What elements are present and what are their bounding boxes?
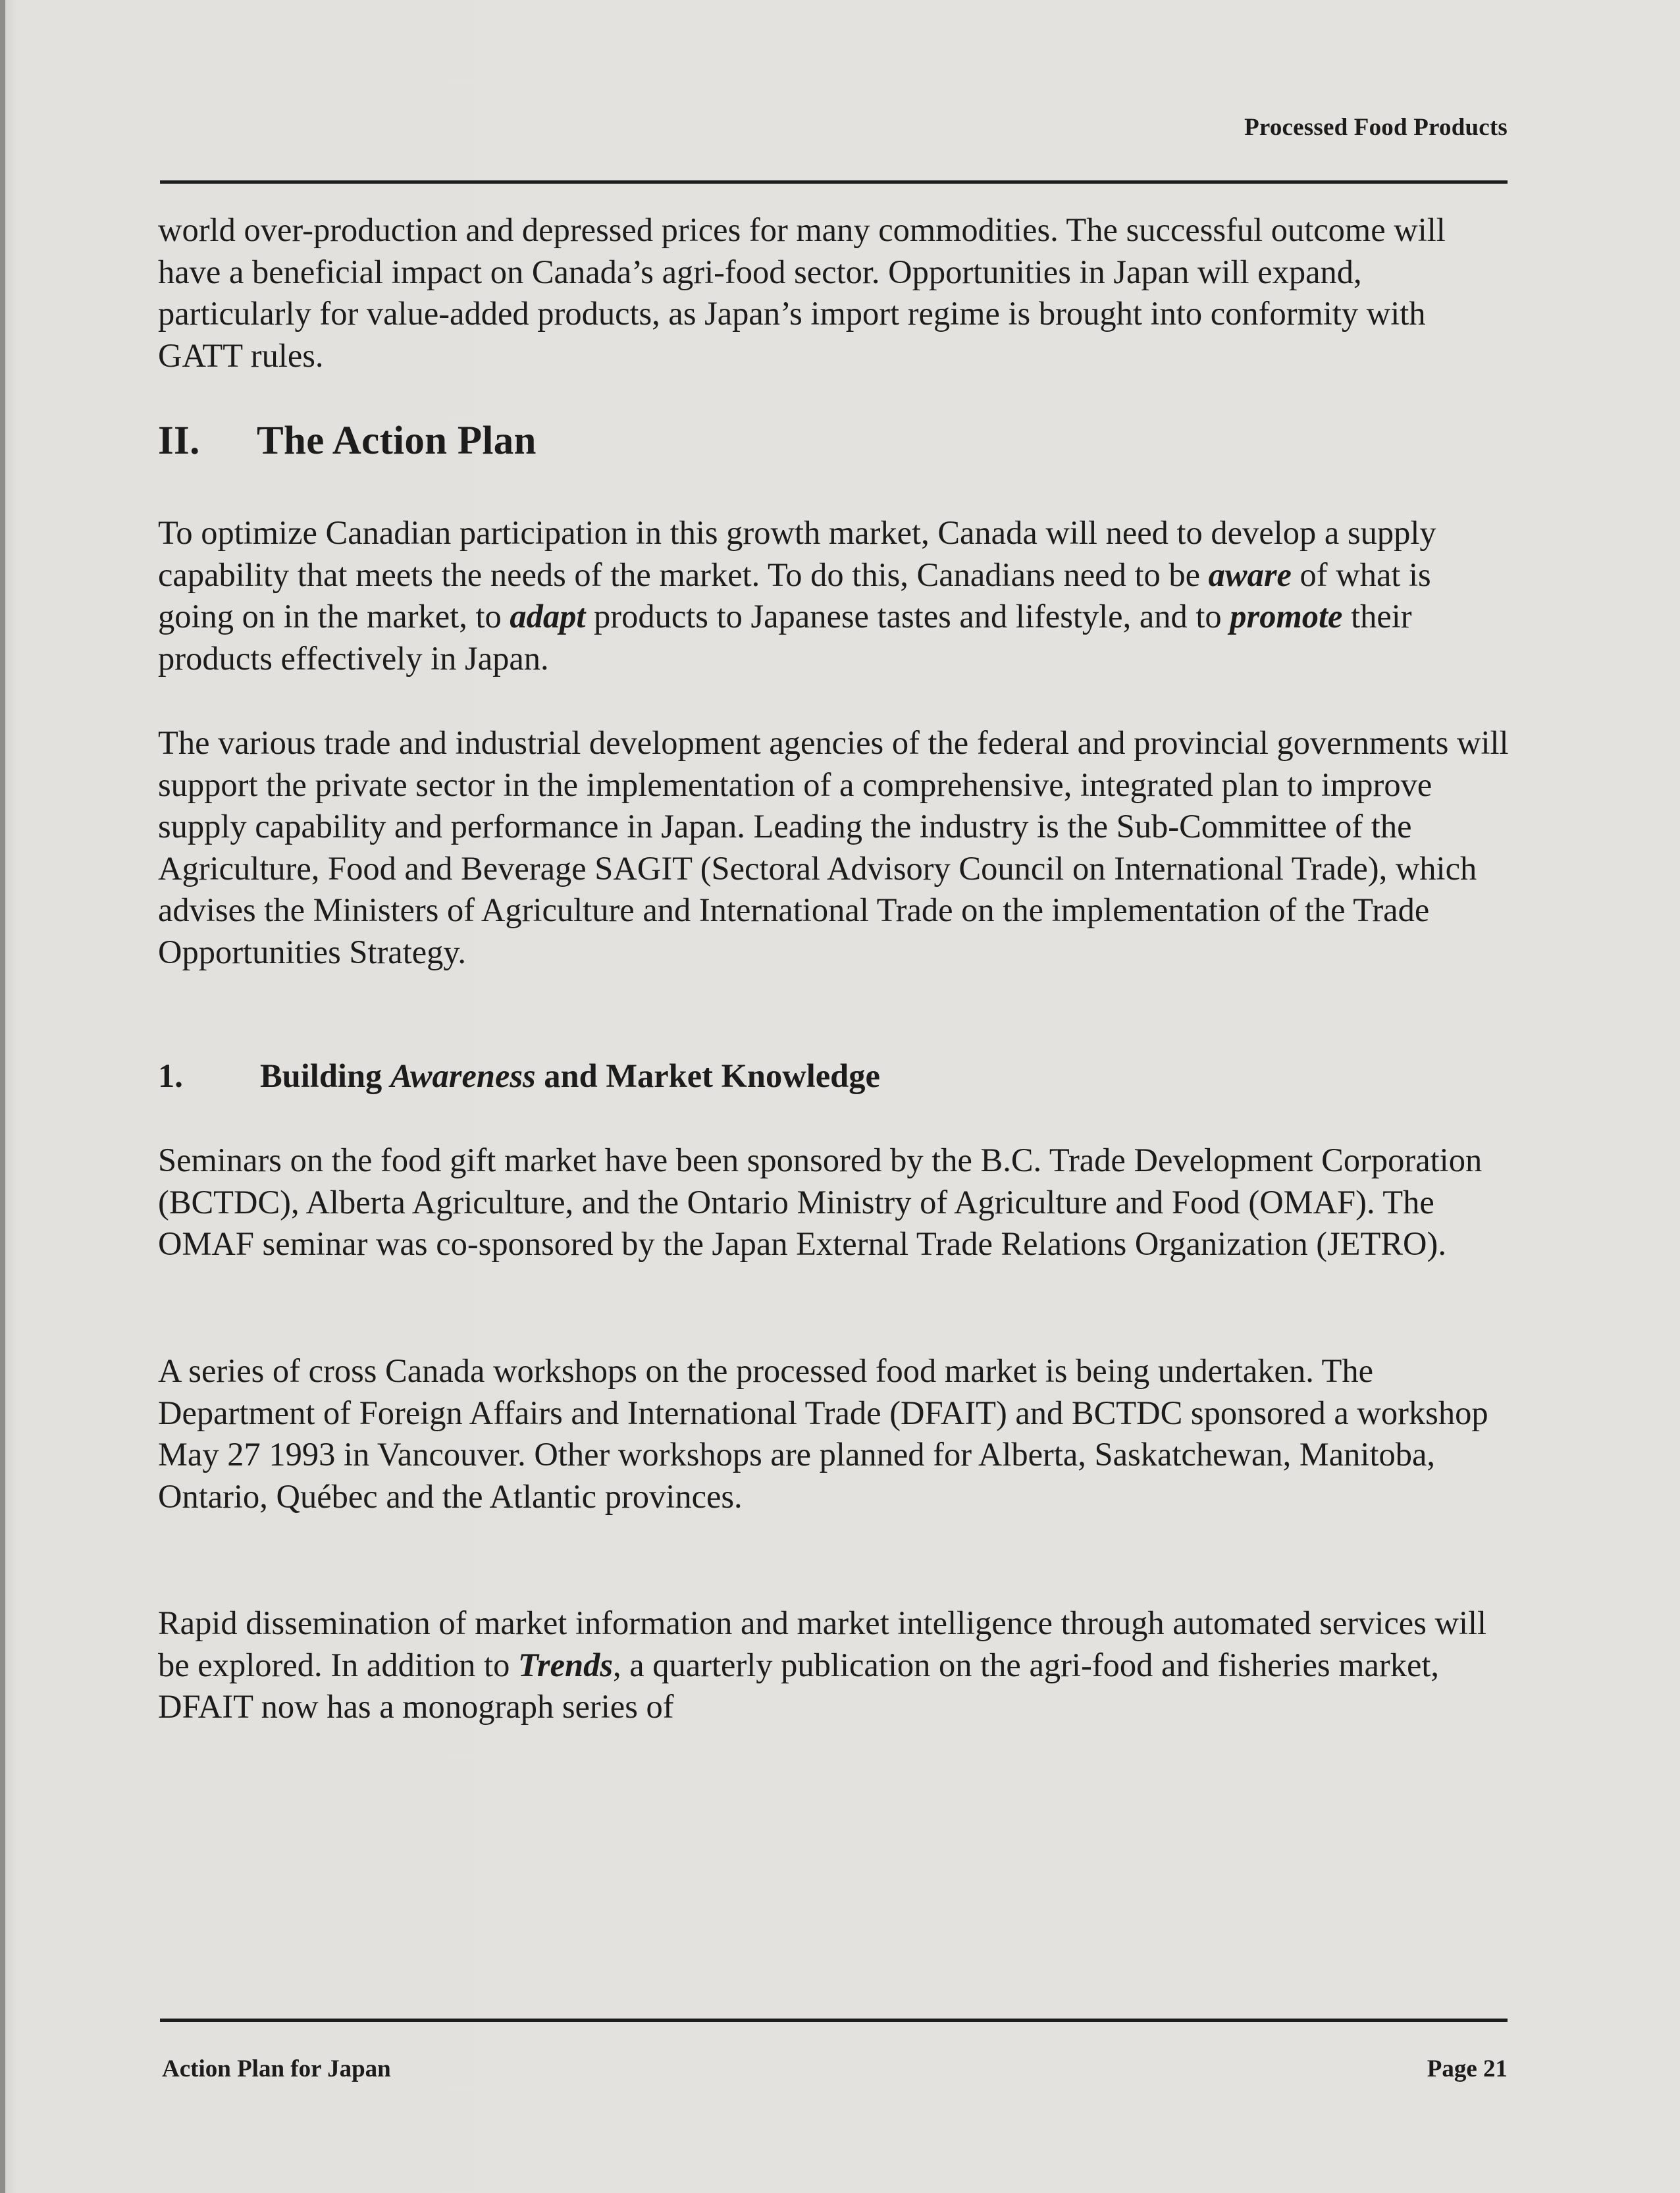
section-heading xyxy=(158,418,537,464)
text-run: products to Japanese tastes and lifestyle, and to xyxy=(585,598,1230,635)
page-number: Page 21 xyxy=(1427,2055,1508,2082)
emphasis-aware: aware xyxy=(1208,556,1292,593)
text-run: of what is going on in the market, to xyxy=(158,556,1431,635)
subsection-title-emphasis: Awareness xyxy=(390,1057,536,1094)
section-number: II. xyxy=(158,419,200,463)
header-rule xyxy=(160,180,1508,184)
paragraph-text: world over-production and depressed prices for many commodities. The successful outcome will have a beneficial impact on Canada’s agri-food sector. Opportunities in Japan will expand, particularly for value-added products, as Japan’s import regime is brought into conformity with GATT rules. xyxy=(158,211,1446,374)
subsection-title-prefix: Building xyxy=(260,1057,390,1094)
footer-title: Action Plan for Japan xyxy=(162,2055,391,2082)
subsection-heading xyxy=(158,1057,880,1095)
awareness-paragraph-2 xyxy=(158,1350,1514,1518)
awareness-paragraph-3 xyxy=(158,1602,1514,1728)
running-header: Processed Food Products xyxy=(1244,114,1508,141)
emphasis-adapt: adapt xyxy=(510,598,586,635)
awareness-paragraph-1 xyxy=(158,1140,1514,1265)
subsection-title-suffix: and Market Knowledge xyxy=(535,1057,880,1094)
subsection-number: 1. xyxy=(158,1057,183,1094)
binding-edge xyxy=(0,0,5,2193)
emphasis-promote: promote xyxy=(1230,598,1343,635)
text-run: Rapid dissemination of market information and market intelligence through automated services will be explored. In addition to xyxy=(158,1604,1487,1683)
footer-rule xyxy=(160,2019,1508,2022)
paragraph-text xyxy=(158,1602,1514,1728)
action-plan-paragraph-1 xyxy=(158,512,1514,679)
text-run: To optimize Canadian participation in this growth market, Canada will need to develop a supply capability that meets the needs of the market. To do this, Canadians need to be xyxy=(158,514,1436,593)
text-run: their products effectively in Japan. xyxy=(158,598,1412,677)
paragraph-text: Seminars on the food gift market have been sponsored by the B.C. Trade Development Corporation (BCTDC), Alberta Agriculture, and the Ontario Ministry of Agriculture and Food (OMAF). The OMAF seminar was co-sponsored by the Japan External Trade Relations Organization (JETRO). xyxy=(158,1142,1483,1262)
text-run: , a quarterly publication on the agri-food and fisheries market, DFAIT now has a monograph series of xyxy=(158,1646,1440,1725)
paragraph-text xyxy=(158,512,1514,679)
paragraph-text: A series of cross Canada workshops on the processed food market is being undertaken. The Department of Foreign Affairs and International Trade (DFAIT) and BCTDC sponsored a workshop May 27 1993 in Vancouver. Other workshops are planned for Alberta, Saskatchewan, Manitoba, Ontario, Québec and the Atlantic provinces. xyxy=(158,1352,1488,1515)
action-plan-paragraph-2 xyxy=(158,722,1514,973)
intro-paragraph xyxy=(158,209,1514,377)
paragraph-text: The various trade and industrial development agencies of the federal and provincial governments will support the private sector in the implementation of a comprehensive, integrated plan to improve supply capability and performance in Japan. Leading the industry is the Sub-Committee of the Agriculture, Food and Beverage SAGIT (Sectoral Advisory Council on International Trade), which advises the Ministers of Agriculture and International Trade on the implementation of the Trade Opportunities Strategy. xyxy=(158,724,1509,970)
emphasis-trends: Trends xyxy=(517,1646,613,1683)
section-title: The Action Plan xyxy=(257,419,537,463)
